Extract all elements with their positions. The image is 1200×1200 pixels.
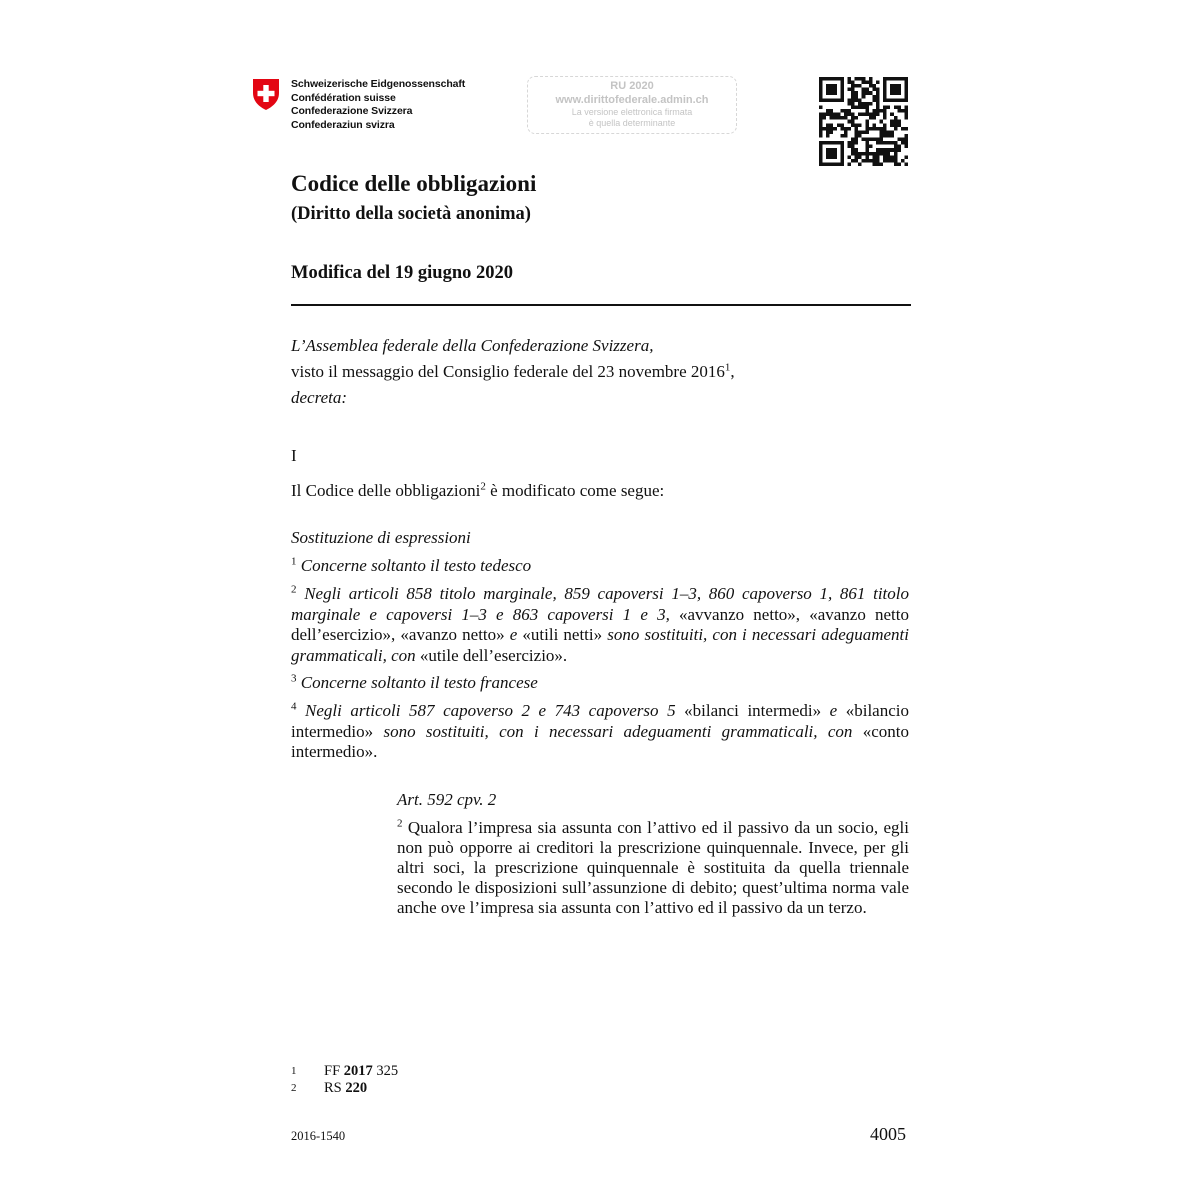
preamble-assembly: L’Assemblea federale della Confederazione Svizzera, <box>291 336 654 355</box>
paragraph-3 <box>291 673 538 693</box>
paragraph-number: 4 <box>291 700 297 713</box>
confederation-line-rm: Confederaziun svizra <box>291 118 395 131</box>
paragraph-quoted-terms: «bilancio intermedio» <box>291 701 909 741</box>
paragraph-quoted-terms: «conto intermedio». <box>291 721 909 761</box>
footnote-number-rs: 220 <box>345 1080 368 1096</box>
confederation-line-de: Schweizerische Eidgenossenschaft <box>291 78 466 90</box>
paragraph-quoted-terms: «utile dell’esercizio». <box>415 645 568 665</box>
footnote-1 <box>291 1063 398 1080</box>
article-text: Qualora l’impresa sia assunta con l’attivo ed il passivo da un socio, egli non può opporre ai creditori la prescrizione quinquennale. Invece, per gli altri soci, la prescrizione quinquennale è sostituita da quella triennale secondo le disposizioni sull’assunzione di debito; quest’ultima norma vale anche ove l’impresa sia assunta con l’attivo ed il passivo da un terzo. <box>397 818 910 917</box>
document-title: Codice delle obbligazioni <box>291 171 537 196</box>
preamble-visto-end: , <box>730 362 735 381</box>
paragraph-conjunction: e <box>829 701 838 720</box>
stamp-collection: RU 2020 <box>610 80 654 92</box>
confederation-name <box>291 78 465 132</box>
article-body <box>397 818 909 918</box>
paragraph-number: 1 <box>291 555 297 568</box>
paragraph-quoted-terms: «avvanzo netto», «avanzo netto dell’esercizio», «avanzo netto» <box>291 604 909 644</box>
confederation-line-fr: Confédération suisse <box>291 91 396 104</box>
intro-text: Il Codice delle obbligazioni <box>291 481 481 500</box>
paragraph-text: sono sostituiti, con i necessari adeguamenti grammaticali, con <box>291 625 910 665</box>
publication-stamp <box>527 76 737 134</box>
paragraph-1 <box>291 556 531 576</box>
footnote-2 <box>291 1080 367 1097</box>
stamp-note-line2: è quella determinante <box>588 118 676 128</box>
paragraph-quoted-terms: «bilanci intermedi» <box>675 701 830 720</box>
preamble-visto <box>291 362 735 382</box>
page-number: 4005 <box>870 1124 906 1144</box>
stamp-website: www.dirittofederale.admin.ch <box>555 94 709 106</box>
paragraph-2 <box>291 584 909 666</box>
stamp-note-line1: La versione elettronica firmata <box>571 107 693 117</box>
paragraph-text: Concerne soltanto il testo tedesco <box>300 556 532 575</box>
footnote-number: 2 <box>291 1082 297 1094</box>
paragraph-conjunction: e <box>509 625 518 644</box>
paragraph-4 <box>291 701 909 763</box>
preamble-decreta: decreta: <box>291 388 348 407</box>
footnote-ref-2[interactable]: 2 <box>480 480 486 493</box>
footnote-page: 325 <box>372 1063 399 1079</box>
qr-code-icon <box>819 77 908 166</box>
title-divider <box>291 304 911 306</box>
intro-text-end: è modificato come segue: <box>485 481 665 500</box>
article-heading: Art. 592 cpv. 2 <box>397 790 497 809</box>
footnote-prefix: RS <box>324 1080 346 1096</box>
paragraph-text: sono sostituiti, con i necessari adeguamenti grammaticali, con <box>383 721 853 741</box>
paragraph-number: 2 <box>397 817 403 830</box>
section-heading: Sostituzione di espressioni <box>291 528 471 547</box>
confederation-line-it: Confederazione Svizzera <box>291 105 413 117</box>
paragraph-text: Negli articoli 587 capoverso 2 e 743 capoverso 5 <box>305 701 676 720</box>
footnote-number: 1 <box>291 1065 297 1077</box>
swiss-cross-icon <box>251 77 281 111</box>
document-id: 2016-1540 <box>291 1129 346 1143</box>
paragraph-text: Negli articoli 858 titolo marginale, 859 capoversi 1–3, 860 capoverso 1, 861 titolo marginale e capoversi 1–3 e 863 capoversi 1 e 3, <box>291 584 909 624</box>
paragraph-text: Concerne soltanto il testo francese <box>300 673 538 692</box>
preamble-visto-text: visto il messaggio del Consiglio federale del 23 novembre 2016 <box>291 362 725 381</box>
footnote-prefix: FF <box>324 1063 344 1079</box>
footnote-year: 2017 <box>343 1063 373 1079</box>
paragraph-number: 3 <box>291 672 297 685</box>
amendment-intro <box>291 481 664 501</box>
footnote-ref-1[interactable]: 1 <box>724 361 731 374</box>
paragraph-quoted-terms: «utili netti» <box>517 625 608 644</box>
section-number: I <box>291 446 297 465</box>
document-subtitle: (Diritto della società anonima) <box>291 204 531 224</box>
amendment-date: Modifica del 19 giugno 2020 <box>291 263 514 283</box>
paragraph-number: 2 <box>291 583 297 596</box>
